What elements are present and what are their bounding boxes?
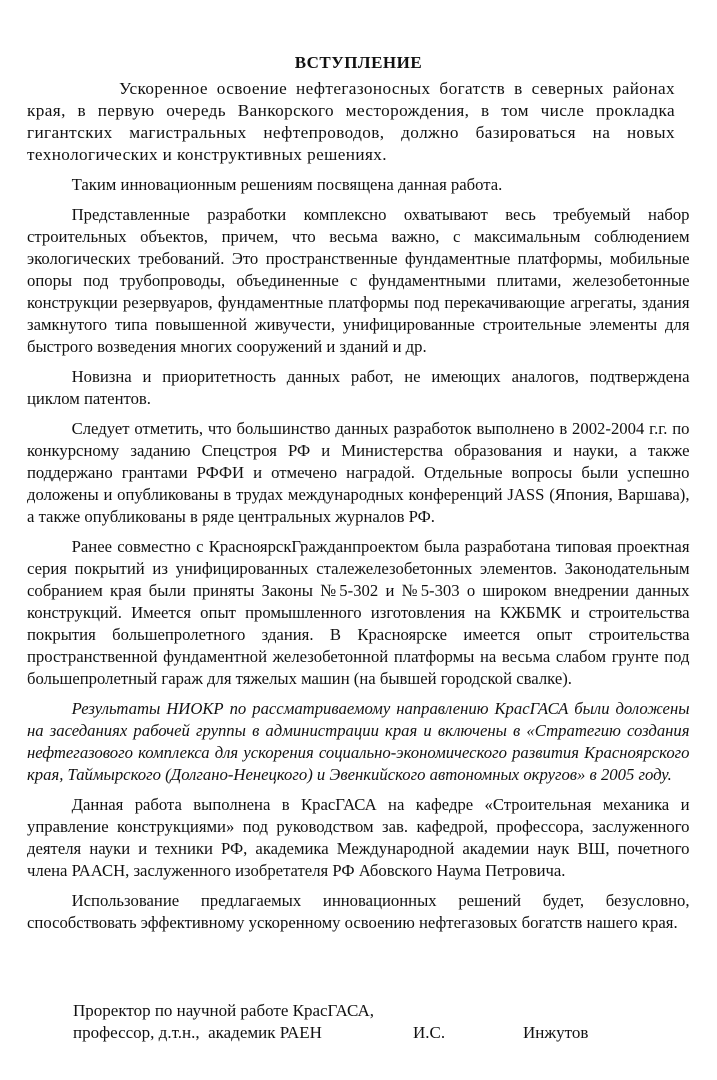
signature-titles: профессор, д.т.н., академик РАЕН bbox=[73, 1023, 322, 1042]
paragraph-history: Следует отметить, что большинство данных разработок выполнено в 2002-2004 г.г. по конкурсному заданию Спецстроя РФ и Министерства образования и науки, а также поддержано грантами РФФИ и отмечено наградой. Отдельные вопросы были успешно доложены и опубликованы в трудах международных конференций JASS (Япония, Варшава), а также опубликованы в ряде центральных журналов РФ. bbox=[27, 419, 690, 526]
document-title: ВСТУПЛЕНИЕ bbox=[294, 53, 423, 72]
signature-initials: И.С. bbox=[413, 1023, 446, 1042]
signature-block bbox=[73, 1000, 589, 1044]
paragraph-conclusion: Использование предлагаемых инновационных решений будет, безусловно, способствовать эффективному ускоренному освоению нефтегазовых богатств нашего края. bbox=[27, 891, 690, 932]
paragraph-department: Данная работа выполнена в КрасГАСА на кафедре «Строительная механика и управление конструкциями» под руководством зав. кафедрой, профессора, заслуженного деятеля науки и техники РФ, академика Международной академии наук ВШ, почетного члена РААСН, заслуженного изобретателя РФ Абовского Наума Петровича. bbox=[27, 795, 690, 880]
paragraph-developments: Представленные разработки комплексно охватывают весь требуемый набор строительных объектов, причем, что весьма важно, с максимальным соблюдением экологических требований. Это пространственные фундаментные платформы, мобильные опоры под трубопроводы, объединенные с фундаментными плитами, железобетонные конструкции резервуаров, фундаментные платформы под перекачивающие агрегаты, здания замкнутого типа повышенной живучести, унифицированные строительные элементы для быстрого возведения многих сооружений и зданий и др. bbox=[27, 205, 690, 356]
paragraph-results: Результаты НИОКР по рассматриваемому направлению КрасГАСА были доложены на заседаниях рабочей группы в администрации края и включены в «Стратегию создания нефтегазового комплекса для ускорения социально-экономического развития Красноярского края, Таймырского (Долгано-Ненецкого) и Эвенкийского автономных округов» в 2005 году. bbox=[27, 699, 690, 784]
signature-surname: Инжутов bbox=[523, 1023, 589, 1042]
document-page bbox=[27, 52, 690, 942]
paragraph-novelty: Новизна и приоритетность данных работ, не имеющих аналогов, подтверждена циклом патентов. bbox=[27, 367, 690, 408]
paragraph-dedication: Таким инновационным решениям посвящена данная работа. bbox=[71, 175, 503, 194]
signature-position: Проректор по научной работе КрасГАСА, bbox=[73, 1001, 374, 1020]
paragraph-previous-work: Ранее совместно с КрасноярскГражданпроектом была разработана типовая проектная серия покрытий из унифицированных сталежелезобетонных элементов. Законодательным собранием края были приняты Законы №5-302 и №5-303 о широком внедрении данных конструкций. Имеется опыт промышленного изготовления на КЖБМК и строительства покрытия большепролетного здания. В Красноярске имеется опыт строительства пространственной фундаментной железобетонной платформы на весьма слабом грунте под большепролетный гараж для тяжелых машин (на бывшей городской свалке). bbox=[27, 537, 690, 688]
paragraph-intro: Ускоренное освоение нефтегазоносных богатств в северных районах края, в первую очередь Ванкорского месторождения, в том числе прокладка гигантских магистральных нефтепроводов, должно базироваться на новых технологических и конструктивных решениях. bbox=[27, 79, 675, 164]
